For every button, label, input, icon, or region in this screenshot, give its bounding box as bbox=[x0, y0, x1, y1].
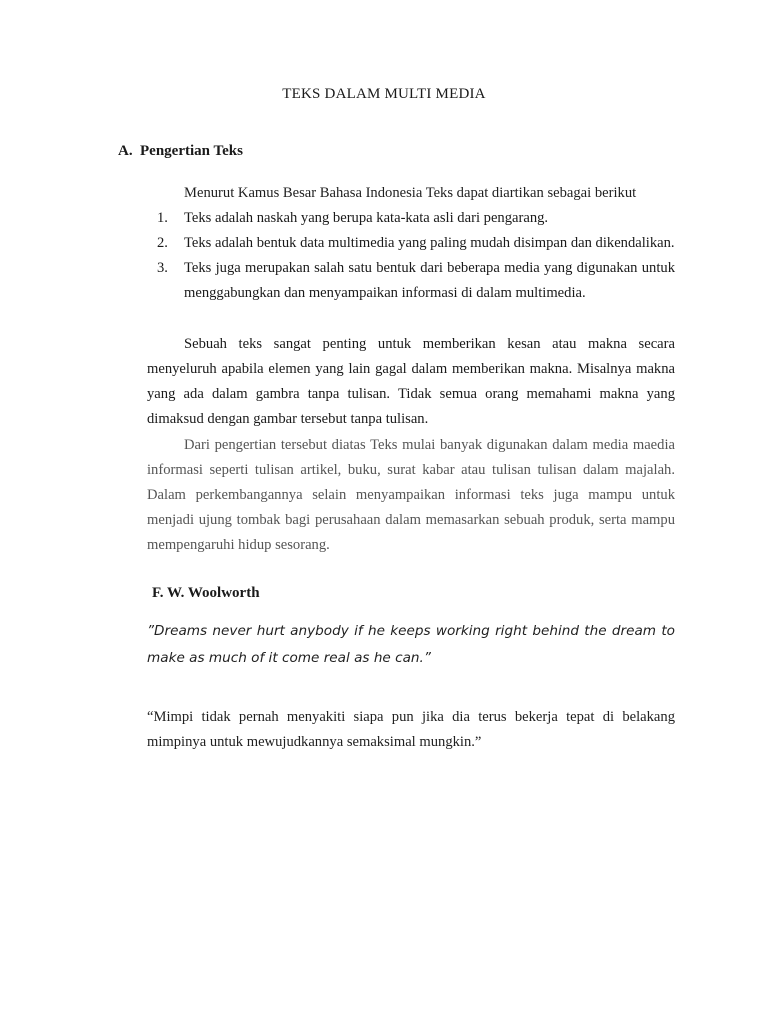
section-heading bbox=[118, 143, 243, 160]
list-number: 2. bbox=[157, 235, 168, 251]
list-item bbox=[147, 256, 675, 306]
list-item bbox=[147, 231, 675, 256]
quote-english: ”Dreams never hurt anybody if he keeps working right behind the dream to make as much of it come real as he can.” bbox=[147, 623, 675, 666]
definition-list bbox=[147, 206, 675, 306]
quote-author: F. W. Woolworth bbox=[152, 585, 260, 601]
quote-indonesian: “Mimpi tidak pernah menyakiti siapa pun jika dia terus bekerja tepat di belakang mimpinya untuk mewujudkannya semaksimal mungkin.” bbox=[147, 709, 675, 750]
document-title: TEKS DALAM MULTI MEDIA bbox=[282, 86, 486, 102]
list-text: Teks juga merupakan salah satu bentuk dari beberapa media yang digunakan untuk menggabungkan dan menyampaikan informasi di dalam multimedia. bbox=[184, 260, 675, 301]
list-text: Teks adalah bentuk data multimedia yang paling mudah disimpan dan dikendalikan. bbox=[184, 235, 675, 251]
section-heading-text: Pengertian Teks bbox=[140, 143, 243, 159]
list-number: 1. bbox=[157, 210, 168, 226]
body-paragraph: Dari pengertian tersebut diatas Teks mulai banyak digunakan dalam media maedia informasi seperti tulisan artikel, buku, surat kabar atau tulisan tulisan dalam majalah. Dalam perkembangannya selain menyampaikan informasi teks juga mampu untuk menjadi ujung tombak bagi perusahaan dalam memasarkan sebuah produk, serta mampu mempengaruhi hidup sesorang. bbox=[147, 437, 675, 553]
section-marker: A. bbox=[118, 143, 133, 159]
body-paragraph: Sebuah teks sangat penting untuk memberikan kesan atau makna secara menyeluruh apabila elemen yang lain gagal dalam memberikan makna. Misalnya makna yang ada dalam gambra tanpa tulisan. Tidak semua orang memahami makna yang dimaksud dengan gambar tersebut tanpa tulisan. bbox=[147, 336, 675, 427]
intro-paragraph: Menurut Kamus Besar Bahasa Indonesia Teks dapat diartikan sebagai berikut bbox=[184, 185, 637, 201]
list-item bbox=[147, 206, 675, 231]
list-number: 3. bbox=[157, 260, 168, 276]
list-text: Teks adalah naskah yang berupa kata-kata asli dari pengarang. bbox=[184, 210, 549, 226]
